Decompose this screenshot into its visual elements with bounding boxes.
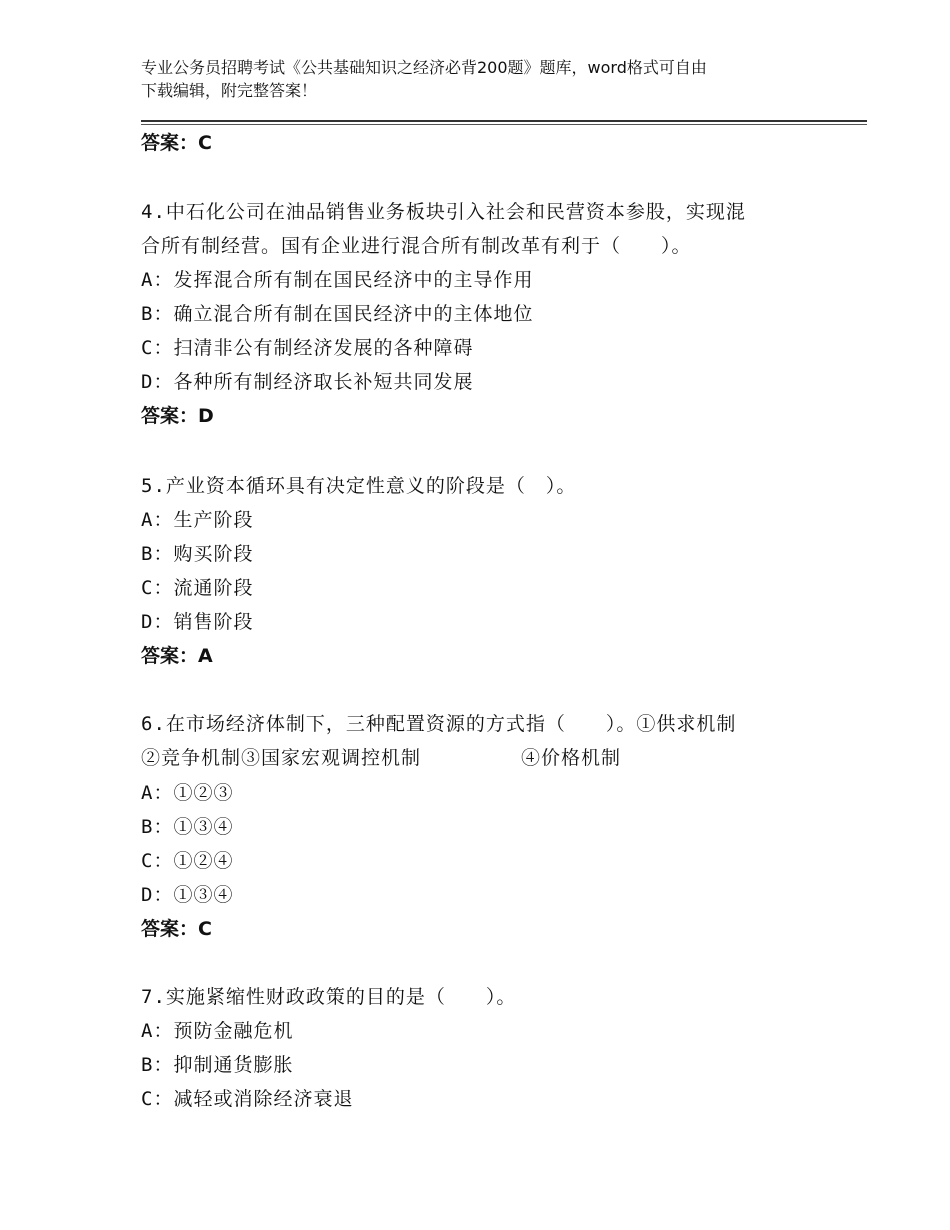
q7-stem-line-1: 7.实施紧缩性财政政策的目的是（ ）。 [141,986,517,1008]
q6-stem-line-2: ②竞争机制③国家宏观调控机制 ④价格机制 [141,747,622,769]
header-line-1: 专业公务员招聘考试《公共基础知识之经济必背200题》题库，word格式可自由 [141,58,707,77]
q5-stem-line-1: 5.产业资本循环具有决定性意义的阶段是（ ）。 [141,475,577,497]
q6-option-b: B：①③④ [141,816,234,838]
q4-stem-line-1: 4.中石化公司在油品销售业务板块引入社会和民营资本参股，实现混 [141,201,746,223]
q6-option-a: A：①②③ [141,782,234,804]
q6-stem-line-1: 6.在市场经济体制下，三种配置资源的方式指（ ）。①供求机制 [141,713,737,735]
q4-option-d: D：各种所有制经济取长补短共同发展 [141,371,474,393]
q4-option-b: B：确立混合所有制在国民经济中的主体地位 [141,303,534,325]
document-header [141,56,801,102]
q7-option-b: B：抑制通货膨胀 [141,1054,294,1076]
header-divider-thin [141,124,867,125]
q5-option-d: D：销售阶段 [141,611,254,633]
q4-option-c: C：扫清非公有制经济发展的各种障碍 [141,337,474,359]
q5-option-a: A：生产阶段 [141,509,254,531]
q5-answer: 答案：A [141,645,213,667]
q7-option-a: A：预防金融危机 [141,1020,294,1042]
q5-option-b: B：购买阶段 [141,543,254,565]
q6-option-c: C：①②④ [141,850,234,872]
q4-stem-line-2: 合所有制经营。国有企业进行混合所有制改革有利于（ ）。 [141,235,692,257]
header-divider [141,120,867,122]
q5-option-c: C：流通阶段 [141,577,254,599]
q6-option-d: D：①③④ [141,884,234,906]
header-line-2: 下载编辑，附完整答案！ [141,81,318,100]
q7-option-c: C：减轻或消除经济衰退 [141,1088,354,1110]
q4-answer: 答案：D [141,405,214,427]
q4-option-a: A：发挥混合所有制在国民经济中的主导作用 [141,269,534,291]
q6-answer: 答案：C [141,918,212,940]
answer-previous: 答案：C [141,132,212,154]
